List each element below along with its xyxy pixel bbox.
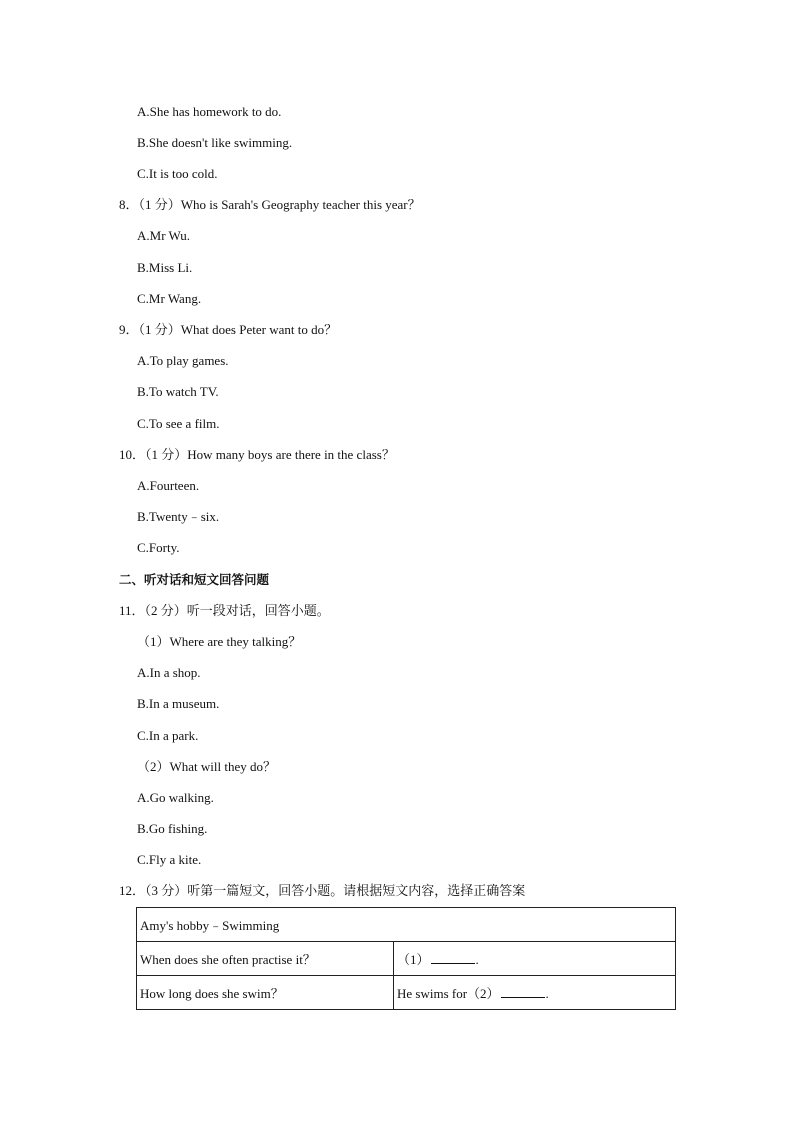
q11-sub1-option-b: B.In a museum. xyxy=(137,696,220,711)
q8-option-a: A.Mr Wu. xyxy=(137,228,191,243)
answer-blank[interactable] xyxy=(431,952,475,964)
table-header-cell: Amy's hobby﹣Swimming xyxy=(137,908,676,942)
q11-sub1-question: （1）Where are they talking？ xyxy=(137,634,302,649)
q9-option-c: C.To see a film. xyxy=(137,416,220,431)
q10-option-b: B.Twenty﹣six. xyxy=(137,509,220,524)
q11-sub1-option-c: C.In a park. xyxy=(137,728,199,743)
table-cell-answer xyxy=(394,976,676,1010)
q9-stem: 9．（1 分）What does Peter want to do？ xyxy=(119,322,338,337)
q8-option-c: C.Mr Wang. xyxy=(137,291,202,306)
q8-option-b: B.Miss Li. xyxy=(137,260,193,275)
answer-suffix: . xyxy=(545,986,549,1001)
q11-sub1-option-a: A.In a shop. xyxy=(137,665,201,680)
table-row xyxy=(137,942,676,976)
q10-option-a: A.Fourteen. xyxy=(137,478,200,493)
q9-option-b: B.To watch TV. xyxy=(137,384,219,399)
answer-prefix: （1） xyxy=(397,952,430,967)
q11-sub2-question: （2）What will they do？ xyxy=(137,759,277,774)
answer-table xyxy=(136,907,676,1010)
q7-option-c: C.It is too cold. xyxy=(137,166,218,181)
q12-stem: 12．（3 分）听第一篇短文，回答小题。请根据短文内容，选择正确答案 xyxy=(119,883,526,898)
q11-sub2-option-c: C.Fly a kite. xyxy=(137,852,202,867)
q8-stem: 8．（1 分）Who is Sarah's Geography teacher this year？ xyxy=(119,197,421,212)
table-cell-question: When does she often practise it？ xyxy=(137,942,394,976)
q11-sub2-option-a: A.Go walking. xyxy=(137,790,214,805)
q11-stem: 11．（2 分）听一段对话，回答小题。 xyxy=(119,603,330,618)
q10-option-c: C.Forty. xyxy=(137,540,180,555)
q10-stem: 10．（1 分）How many boys are there in the class？ xyxy=(119,447,395,462)
answer-suffix: . xyxy=(475,952,479,967)
table-row xyxy=(137,908,676,942)
table-row xyxy=(137,976,676,1010)
table-cell-question: How long does she swim？ xyxy=(137,976,394,1010)
q9-option-a: A.To play games. xyxy=(137,353,229,368)
section-heading: 二、听对话和短文回答问题 xyxy=(119,572,270,587)
answer-prefix: He swims for（2） xyxy=(397,986,500,1001)
q7-option-a: A.She has homework to do. xyxy=(137,104,282,119)
q7-option-b: B.She doesn't like swimming. xyxy=(137,135,293,150)
table-cell-answer xyxy=(394,942,676,976)
q11-sub2-option-b: B.Go fishing. xyxy=(137,821,208,836)
answer-blank[interactable] xyxy=(501,986,545,998)
